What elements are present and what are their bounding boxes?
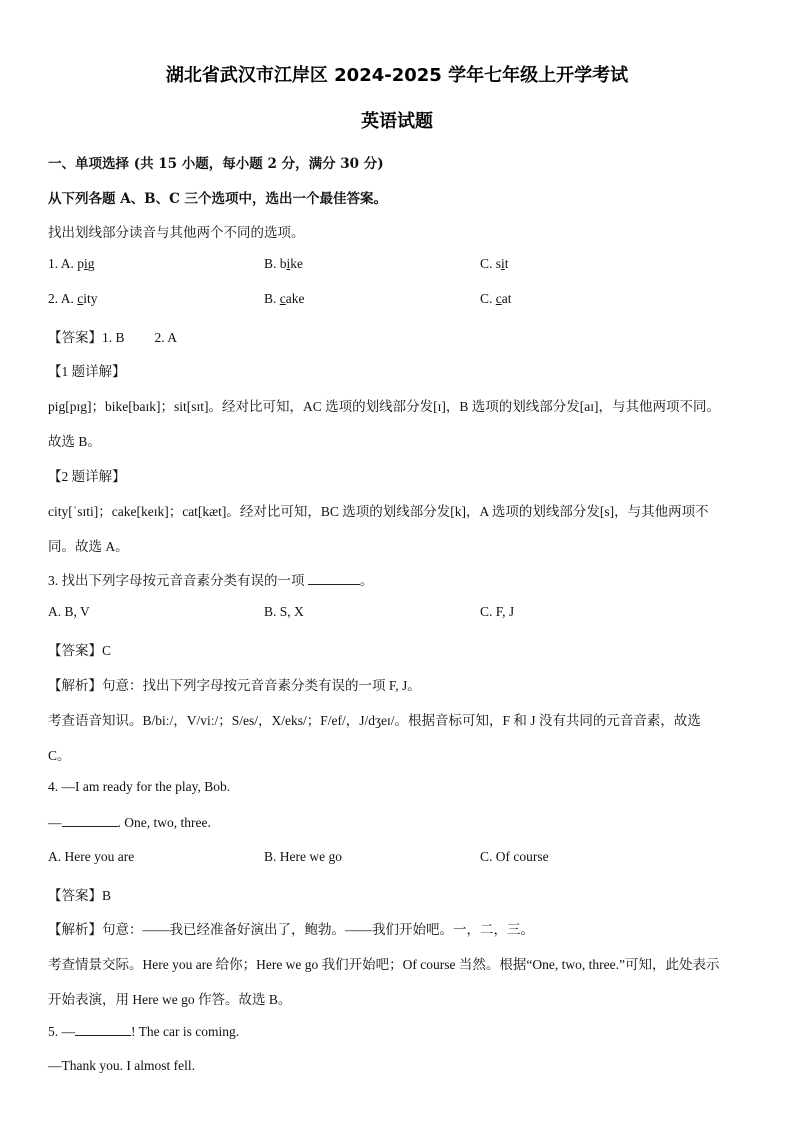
q3-option-b: B. S, X [264, 604, 304, 619]
q1-option-a: 1. A. pig [48, 256, 95, 271]
q4-option-c: C. Of course [480, 849, 549, 864]
q5-line-2: —Thank you. I almost fell. [48, 1058, 195, 1073]
q3-blank [308, 572, 360, 585]
q3-option-a: A. B, V [48, 604, 90, 619]
q3-option-c: C. F, J [480, 604, 515, 619]
exam-subtitle: 英语试题 [361, 111, 433, 132]
answer-3: 【答案】C [48, 643, 112, 658]
detail-1-end: 故选 B。 [48, 434, 101, 449]
q5-line-1: 5. — ! The car is coming. [48, 1024, 240, 1039]
detail-2-end: 同。故选 A。 [48, 539, 129, 554]
explanation-3-a: 【解析】句意：找出下列字母按元音音素分类有误的一项 F, J。 [48, 678, 421, 693]
detail-2-text: city[ˈsɪti]；cake[keɪk]；cat[kæt]。经对比可知，BC 选项的划线部分发[k]，A 选项的划线部分发[s]，与其他两项不 [48, 504, 709, 519]
exam-title: 湖北省武汉市江岸区 2024-2025 学年七年级上开学考试 [165, 65, 629, 86]
q4-blank [62, 814, 118, 827]
q4-option-a: A. Here you are [48, 849, 135, 864]
answer-4: 【答案】B [48, 888, 112, 903]
q5-blank [75, 1023, 131, 1036]
section-instruction: 从下列各题 A、B、C 三个选项中，选出一个最佳答案。 [48, 191, 388, 207]
q4-line-2: — . One, two, three. [48, 815, 211, 830]
q4-option-b: B. Here we go [264, 849, 342, 864]
q1-option-c: C. sit [480, 256, 509, 271]
q4-line-1: 4. —I am ready for the play, Bob. [48, 779, 231, 794]
detail-1-text: pig[pɪg]；bike[baɪk]；sit[sɪt]。经对比可知，AC 选项的划线部分发[ɪ]，B 选项的划线部分发[aɪ]，与其他两项不同。 [48, 399, 720, 414]
section-heading: 一、单项选择 (共 15 小题，每小题 2 分，满分 30 分) [48, 156, 384, 172]
explanation-3-c: C。 [48, 748, 71, 763]
q1-option-b: B. bike [264, 256, 304, 271]
explanation-4-c: 开始表演，用 Here we go 作答。故选 B。 [48, 992, 292, 1007]
sub-instruction: 找出划线部分读音与其他两个不同的选项。 [48, 225, 305, 240]
q2-option-c: C. cat [480, 291, 512, 306]
q3-stem: 3. 找出下列字母按元音音素分类有误的一项 。 [48, 573, 374, 588]
detail-1-label: 【1 题详解】 [48, 364, 126, 379]
q2-option-a: 2. A. city [48, 291, 98, 306]
explanation-4-a: 【解析】句意：——我已经准备好演出了，鲍勃。——我们开始吧。一，二，三。 [48, 922, 534, 937]
explanation-3-b: 考查语音知识。B/biː/，V/viː/；S/es/，X/eks/；F/ef/，J/dʒeɪ/。根据音标可知，F 和 J 没有共同的元音音素，故选 [48, 713, 701, 728]
answer-1-2: 【答案】1. B 2. A [48, 330, 178, 345]
explanation-4-b: 考查情景交际。Here you are 给你；Here we go 我们开始吧；Of course 当然。根据“One, two, three.”可知，此处表示 [48, 957, 720, 972]
detail-2-label: 【2 题详解】 [48, 469, 126, 484]
q2-option-b: B. cake [264, 291, 305, 306]
